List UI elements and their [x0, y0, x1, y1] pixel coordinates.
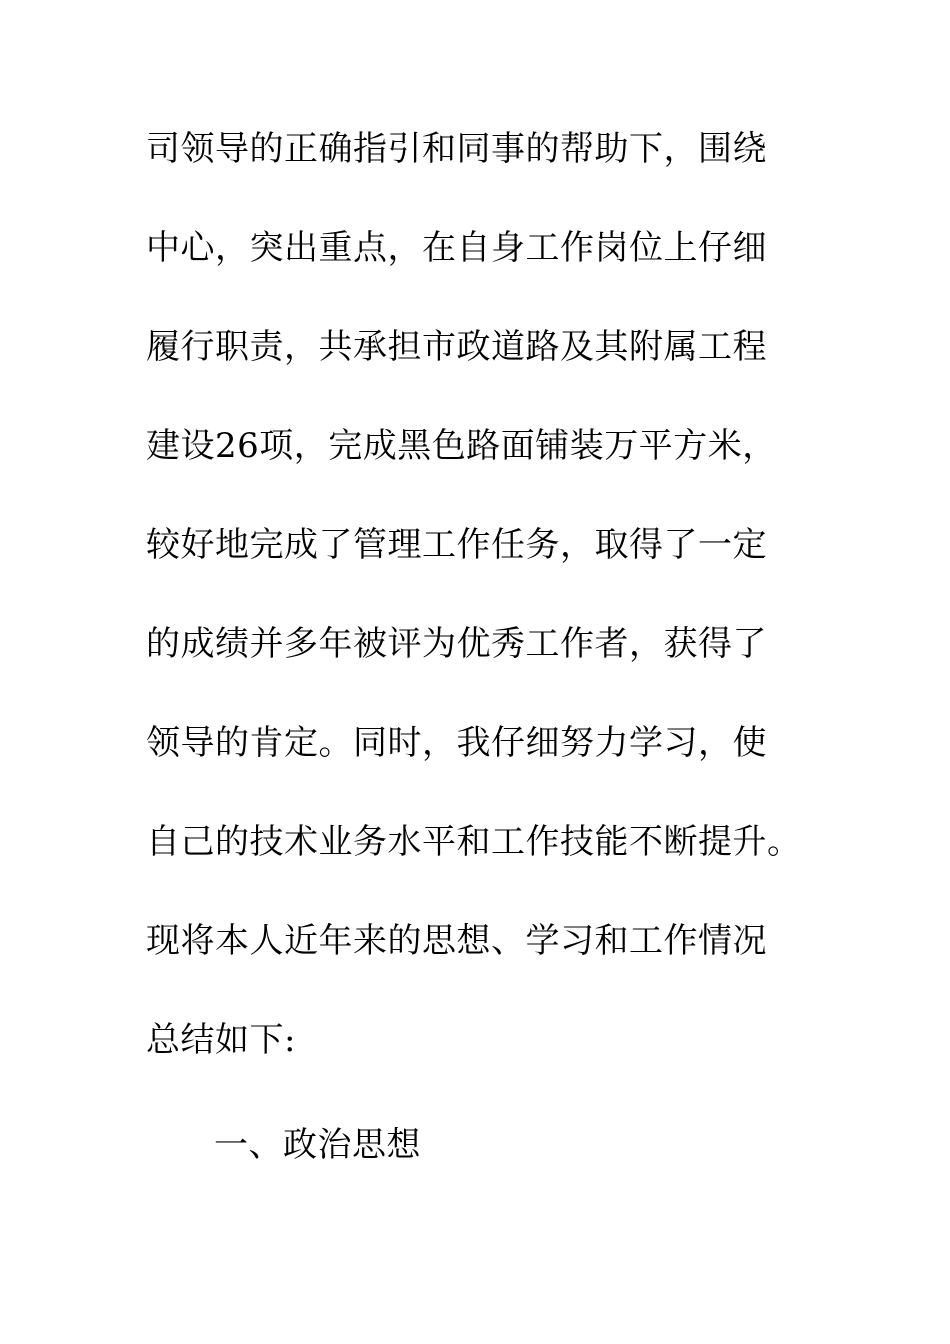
- paragraph-line: 自己的技术业务水平和工作技能不断提升。: [146, 822, 802, 862]
- paragraph-line: 中心，突出重点，在自身工作岗位上仔细: [146, 228, 767, 268]
- paragraph-line: 现将本人近年来的思想、学习和工作情况: [146, 921, 767, 961]
- paragraph-line: 建设26项，完成黑色路面铺装万平方米，: [146, 426, 777, 466]
- paragraph-line: 总结如下:: [146, 1020, 296, 1060]
- paragraph-line: 履行职责，共承担市政道路及其附属工程: [146, 327, 767, 367]
- paragraph-line: 领导的肯定。同时，我仔细努力学习，使: [146, 723, 767, 763]
- paragraph-line: 的成绩并多年被评为优秀工作者，获得了: [146, 624, 767, 664]
- paragraph-line: 司领导的正确指引和同事的帮助下，围绕: [146, 129, 767, 169]
- paragraph-line: 较好地完成了管理工作任务，取得了一定: [146, 525, 767, 565]
- section-heading: 一、政治思想: [214, 1125, 421, 1165]
